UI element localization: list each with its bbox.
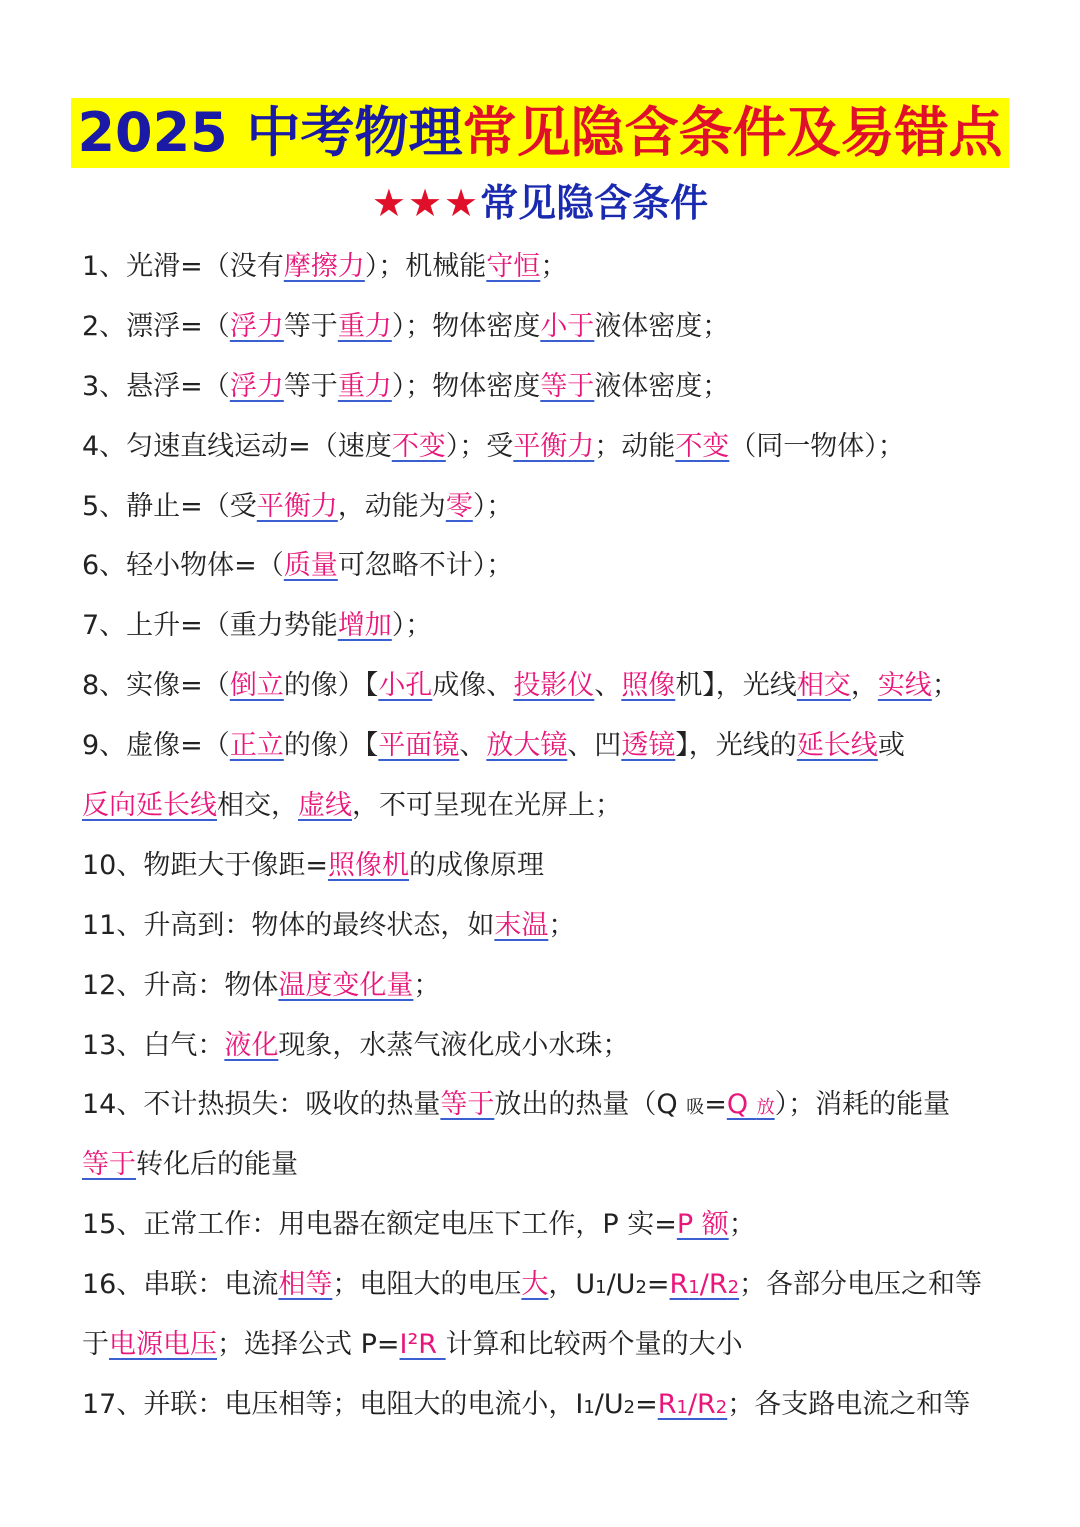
section-heading-text: 常见隐含条件 [480, 181, 709, 225]
highlighted-term: R [669, 1269, 689, 1301]
list-line [82, 776, 1012, 836]
line-text: ）；机械能 [364, 251, 487, 282]
list-line [82, 836, 1012, 896]
line-text: 可忽略不计）； [337, 550, 514, 582]
line-text: 11、升高到：物体的最终状态，如 [82, 909, 495, 941]
line-text: 8、实像=（ [82, 670, 230, 702]
line-text: 的像）【 [283, 730, 379, 762]
line-text: 10、物距大于像距= [82, 849, 328, 881]
line-text: 1 [583, 1396, 595, 1418]
line-text: 放出的热量（Q [494, 1089, 687, 1121]
list-line [82, 357, 1012, 417]
line-text: 15、正常工作：用电器在额定电压下工作，P 实= [82, 1209, 677, 1241]
highlighted-term: 延长线 [796, 730, 878, 762]
highlighted-term: I²R [399, 1329, 446, 1361]
highlighted-term: 正立 [229, 730, 284, 762]
list-line [82, 1016, 1012, 1076]
highlighted-term: P 额 [676, 1209, 729, 1241]
highlighted-term: 1 [688, 1277, 700, 1299]
line-text: 等于 [283, 370, 338, 402]
line-text: 等于 [283, 310, 338, 342]
highlighted-term: 平面镜 [378, 730, 460, 762]
highlighted-term: 相交 [796, 670, 851, 702]
title-part-red: 常见隐含条件及易错点 [462, 101, 1003, 164]
line-text: ；各部分电压之和等 [739, 1269, 983, 1301]
list-line [82, 656, 1012, 716]
highlighted-term: 2 [727, 1277, 740, 1299]
list-line [82, 716, 1012, 776]
line-text: 相交， [217, 790, 298, 822]
line-text: 的成像原理 [408, 849, 544, 881]
highlighted-term: 照像机 [327, 849, 409, 881]
line-text: 液体密度； [594, 310, 730, 342]
line-text: 成像、 [432, 670, 514, 702]
line-text: /U [594, 1388, 624, 1420]
line-text: ）；受 [445, 430, 514, 462]
highlighted-term: 质量 [283, 550, 338, 582]
line-text: 13、白气： [82, 1029, 225, 1061]
highlighted-term: 液化 [224, 1029, 279, 1061]
list-line [82, 956, 1012, 1016]
highlighted-term: 投影仪 [513, 670, 595, 702]
line-text: 机】，光线 [675, 670, 797, 702]
line-text: ）；物体密度 [391, 370, 541, 402]
list-line [82, 1135, 1012, 1195]
highlighted-term: 守恒 [486, 251, 541, 282]
line-text: ，U [548, 1269, 596, 1301]
highlighted-term: 末温 [494, 909, 549, 941]
highlighted-term: /R [699, 1269, 728, 1301]
line-text: 计算和比较两个量的大小 [445, 1329, 743, 1361]
line-text: （同一物体）； [729, 430, 905, 462]
line-text: 16、串联：电流 [82, 1269, 279, 1301]
line-text: 、 [459, 730, 487, 762]
conditions-list [82, 237, 1012, 1435]
star-icons: ★★★ [371, 181, 481, 225]
highlighted-term: 摩擦力 [283, 251, 365, 282]
list-line [82, 536, 1012, 596]
highlighted-term: 重力 [337, 370, 392, 402]
line-text: ， [850, 670, 878, 702]
line-text: 14、不计热损失：吸收的热量 [82, 1089, 441, 1121]
line-text: 2 [635, 1277, 647, 1299]
list-line [82, 477, 1012, 537]
line-text: ）；物体密度 [391, 310, 541, 342]
line-text: /U [606, 1269, 636, 1301]
line-text: 3、悬浮=（ [82, 370, 230, 402]
list-line [82, 1075, 1012, 1135]
line-text: ； [413, 969, 441, 1001]
line-text: 1、光滑=（没有 [82, 251, 284, 282]
line-text: 6、轻小物体=（ [82, 550, 284, 582]
list-line [82, 1195, 1012, 1255]
highlighted-term: 2 [715, 1396, 728, 1418]
line-text: 、 [594, 670, 622, 702]
line-text: 于 [82, 1329, 109, 1361]
highlighted-term: 小孔 [378, 670, 433, 702]
section-heading [0, 176, 1080, 230]
highlighted-term: 相等 [278, 1269, 333, 1301]
list-line [82, 1375, 1012, 1435]
highlighted-term: 小于 [540, 310, 595, 342]
line-text: 2 [623, 1396, 636, 1418]
list-line [82, 417, 1012, 477]
line-text: ；选择公式 P= [217, 1329, 400, 1361]
line-text: ，动能为 [337, 490, 446, 522]
highlighted-term: R [657, 1388, 677, 1420]
line-text: 12、升高：物体 [82, 969, 279, 1001]
line-text: 4、匀速直线运动=（速度 [82, 430, 392, 462]
title-container [0, 98, 1080, 168]
highlighted-term: 等于 [440, 1089, 495, 1121]
line-text: 9、虚像=（ [82, 730, 230, 762]
highlighted-term: 等于 [540, 370, 595, 402]
highlighted-term: 浮力 [229, 310, 284, 342]
line-text: 5、静止=（受 [82, 490, 257, 522]
line-text: 1 [595, 1277, 607, 1299]
highlighted-term: 平衡力 [256, 490, 338, 522]
line-text: 液体密度； [594, 370, 730, 402]
list-line [82, 1315, 1012, 1375]
list-line [82, 297, 1012, 357]
line-text: 转化后的能量 [136, 1149, 298, 1181]
highlighted-term: 重力 [337, 310, 392, 342]
highlighted-term: 1 [676, 1396, 688, 1418]
highlighted-term: 不变 [391, 430, 446, 462]
highlighted-term: 浮力 [229, 370, 284, 402]
highlighted-term: 等于 [82, 1149, 136, 1181]
title-part-blue: 2025 中考物理 [77, 101, 463, 164]
line-text: 吸 [686, 1097, 705, 1119]
line-text: 或 [877, 730, 905, 762]
line-text: 7、上升=（重力势能 [82, 610, 338, 642]
highlighted-term: 反向延长线 [82, 790, 217, 822]
line-text: ； [548, 909, 576, 941]
highlighted-term: 照像 [621, 670, 676, 702]
list-line [82, 896, 1012, 956]
line-text: 2、漂浮=（ [82, 310, 230, 342]
line-text: ； [728, 1209, 756, 1241]
line-text: ；各支路电流之和等 [727, 1388, 971, 1420]
line-text: ，不可呈现在光屏上； [352, 790, 622, 822]
highlighted-term: 不变 [675, 430, 730, 462]
line-text: 、凹 [567, 730, 622, 762]
highlighted-term: 倒立 [229, 670, 284, 702]
line-text: 的像）【 [283, 670, 379, 702]
highlighted-term: 虚线 [298, 790, 352, 822]
line-text: ）； [472, 490, 514, 522]
highlighted-term: 平衡力 [513, 430, 595, 462]
line-text: ）；消耗的能量 [774, 1089, 951, 1121]
line-text: 17、并联：电压相等；电阻大的电流小，I [82, 1388, 584, 1420]
line-text: ）； [391, 610, 433, 642]
list-line [82, 1255, 1012, 1315]
line-text: ； [540, 251, 568, 282]
highlighted-term: 实线 [877, 670, 932, 702]
line-text: ；电阻大的电压 [332, 1269, 522, 1301]
line-text: = [704, 1089, 727, 1121]
line-text: 现象，水蒸气液化成小水珠； [278, 1029, 630, 1061]
highlighted-term: 增加 [337, 610, 392, 642]
line-text: ； [931, 670, 959, 702]
highlighted-term: 温度变化量 [278, 969, 414, 1001]
highlighted-term: 电源电压 [109, 1329, 217, 1361]
list-line [82, 237, 1012, 297]
line-text: ；动能 [594, 430, 676, 462]
highlighted-term: 放 [756, 1097, 775, 1119]
highlighted-term: /R [687, 1388, 716, 1420]
list-line [82, 596, 1012, 656]
line-text: = [635, 1388, 658, 1420]
highlighted-term: 放大镜 [486, 730, 568, 762]
highlighted-term: 透镜 [621, 730, 676, 762]
highlighted-term: Q [726, 1089, 757, 1121]
highlighted-term: 大 [521, 1269, 549, 1301]
page-title [71, 98, 1008, 168]
line-text: = [646, 1269, 670, 1301]
line-text: 】，光线的 [675, 730, 797, 762]
highlighted-term: 零 [445, 490, 473, 522]
